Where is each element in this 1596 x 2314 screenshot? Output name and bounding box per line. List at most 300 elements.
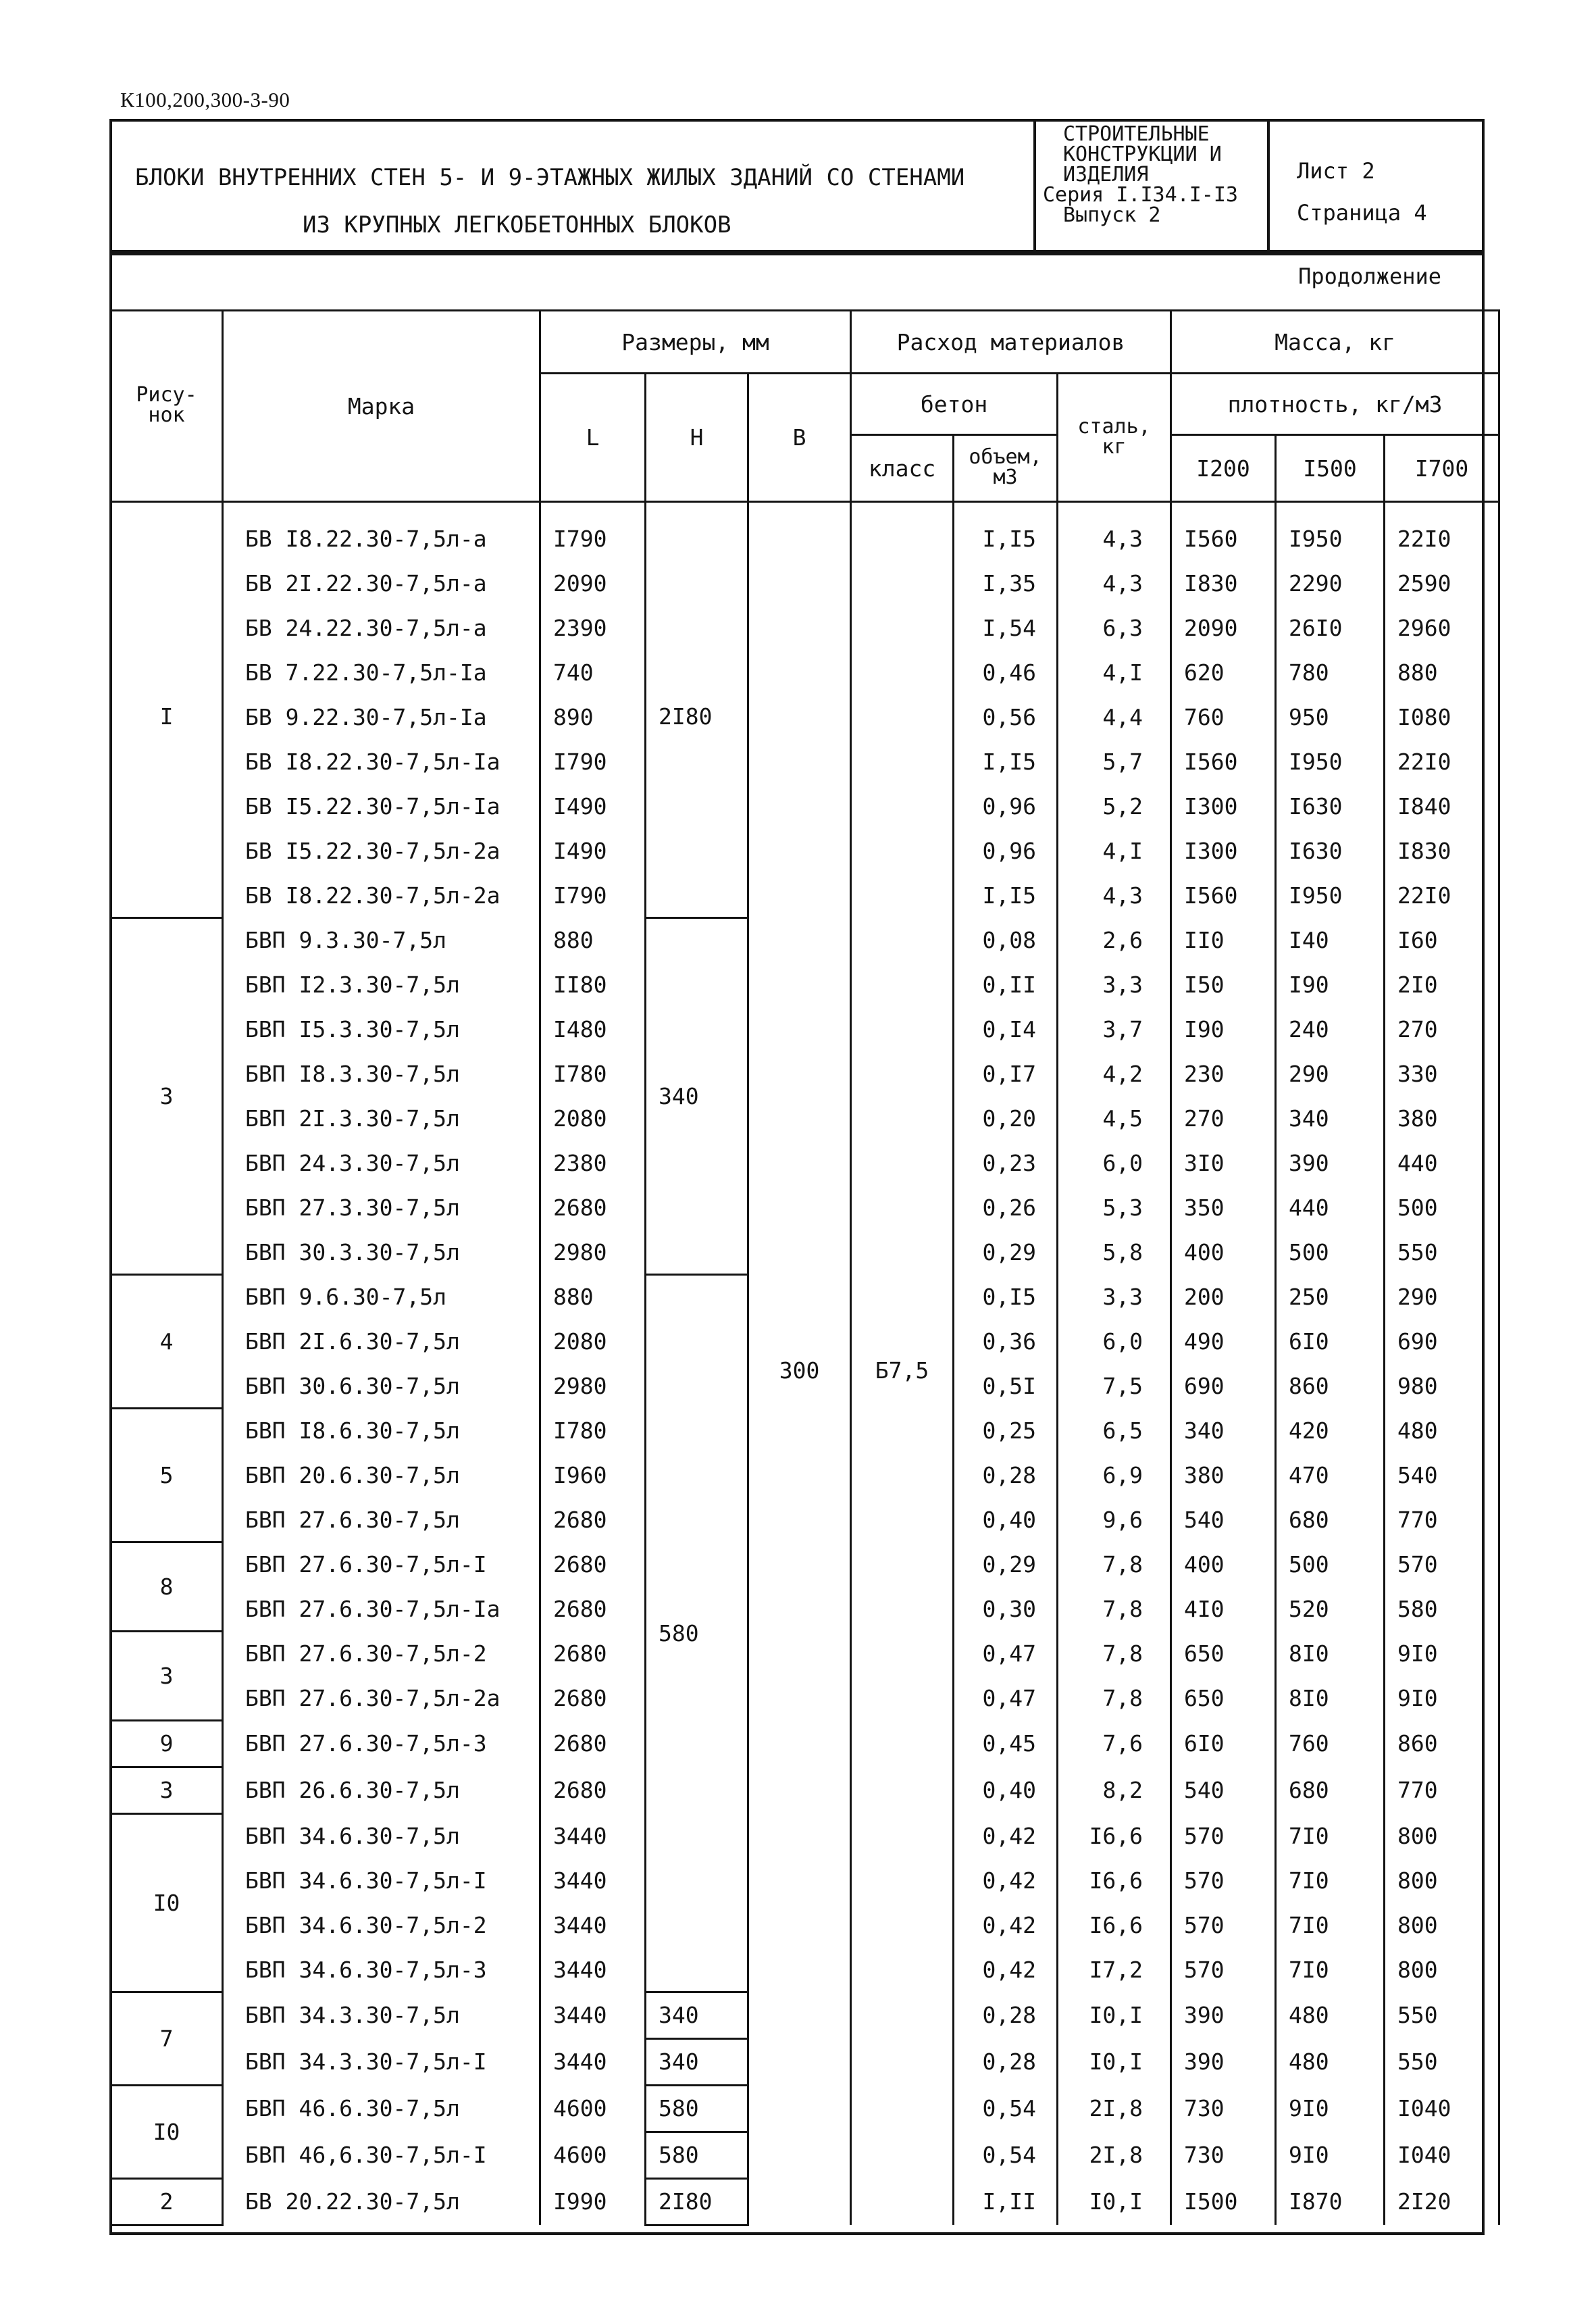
mass-1500-cell: 7I0 bbox=[1276, 1858, 1385, 1903]
figure-cell: I0 bbox=[111, 1813, 223, 1992]
mass-1200-cell: I300 bbox=[1171, 784, 1276, 828]
mark-cell: БВП 30.3.30-7,5л bbox=[223, 1230, 540, 1274]
steel-cell: 9,6 bbox=[1058, 1497, 1171, 1542]
mass-1200-cell: 650 bbox=[1171, 1631, 1276, 1676]
mass-1200-cell: 570 bbox=[1171, 1858, 1276, 1903]
length-cell: 3440 bbox=[540, 1858, 646, 1903]
figure-cell: 4 bbox=[111, 1274, 223, 1408]
mark-cell: БВ I5.22.30-7,5л-2а bbox=[223, 828, 540, 873]
mass-1500-cell: 500 bbox=[1276, 1230, 1385, 1274]
mark-cell: БВП 30.6.30-7,5л bbox=[223, 1363, 540, 1408]
mass-1500-cell: 480 bbox=[1276, 1992, 1385, 2038]
steel-cell: 3,7 bbox=[1058, 1007, 1171, 1051]
header-density: плотность, кг/м3 bbox=[1171, 374, 1499, 435]
length-cell: 2680 bbox=[540, 1676, 646, 1720]
mass-1500-cell: 480 bbox=[1276, 2038, 1385, 2085]
mass-1200-cell: 730 bbox=[1171, 2132, 1276, 2178]
steel-cell: I7,2 bbox=[1058, 1947, 1171, 1992]
title-block bbox=[109, 119, 1485, 253]
mass-1700-cell: 380 bbox=[1385, 1096, 1499, 1140]
mark-cell: БВП 27.6.30-7,5л bbox=[223, 1497, 540, 1542]
mass-1200-cell: I560 bbox=[1171, 739, 1276, 784]
mass-1500-cell: I630 bbox=[1276, 784, 1385, 828]
mass-1500-cell: 7I0 bbox=[1276, 1813, 1385, 1858]
steel-cell: 3,3 bbox=[1058, 1274, 1171, 1319]
series-line: СТРОИТЕЛЬНЫЕ bbox=[1063, 122, 1210, 146]
steel-cell: I6,6 bbox=[1058, 1903, 1171, 1947]
mass-1200-cell: 690 bbox=[1171, 1363, 1276, 1408]
mass-1500-cell: 26I0 bbox=[1276, 605, 1385, 650]
steel-cell: 5,8 bbox=[1058, 1230, 1171, 1274]
volume-cell: 0,30 bbox=[954, 1586, 1058, 1631]
mark-cell: БВП 2I.6.30-7,5л bbox=[223, 1319, 540, 1363]
mark-cell: БВП 27.3.30-7,5л bbox=[223, 1185, 540, 1230]
mass-1200-cell: 730 bbox=[1171, 2085, 1276, 2132]
mark-cell: БВП 27.6.30-7,5л-3 bbox=[223, 1720, 540, 1767]
steel-cell: 8,2 bbox=[1058, 1767, 1171, 1813]
mark-cell: БВП 20.6.30-7,5л bbox=[223, 1453, 540, 1497]
mass-1700-cell: 440 bbox=[1385, 1140, 1499, 1185]
mass-1500-cell: I40 bbox=[1276, 917, 1385, 962]
length-cell: I780 bbox=[540, 1408, 646, 1453]
height-cell: 580 bbox=[646, 2132, 748, 2178]
mark-cell: БВП I5.3.30-7,5л bbox=[223, 1007, 540, 1051]
mass-1200-cell: 4I0 bbox=[1171, 1586, 1276, 1631]
sheet-number: Лист 2 bbox=[1297, 158, 1375, 184]
steel-cell: I6,6 bbox=[1058, 1858, 1171, 1903]
mass-1500-cell: 9I0 bbox=[1276, 2085, 1385, 2132]
mass-1500-cell: 420 bbox=[1276, 1408, 1385, 1453]
mass-1500-cell: 950 bbox=[1276, 695, 1385, 739]
mass-1500-cell: 780 bbox=[1276, 650, 1385, 695]
mass-1200-cell: 390 bbox=[1171, 2038, 1276, 2085]
mass-1700-cell: 570 bbox=[1385, 1542, 1499, 1586]
mass-1700-cell: 800 bbox=[1385, 1947, 1499, 1992]
volume-cell: 0,40 bbox=[954, 1497, 1058, 1542]
steel-cell: 4,5 bbox=[1058, 1096, 1171, 1140]
sheet-info bbox=[1297, 150, 1427, 234]
height-cell: 580 bbox=[646, 2085, 748, 2132]
figure-cell: 9 bbox=[111, 1720, 223, 1767]
width-cell: 300 bbox=[748, 502, 851, 2225]
volume-cell: 0,I4 bbox=[954, 1007, 1058, 1051]
document-title-line2: ИЗ КРУПНЫХ ЛЕГКОБЕТОННЫХ БЛОКОВ bbox=[303, 211, 731, 238]
length-cell: 4600 bbox=[540, 2132, 646, 2178]
mass-1500-cell: 440 bbox=[1276, 1185, 1385, 1230]
height-cell: 2I80 bbox=[646, 502, 748, 918]
steel-cell: 2I,8 bbox=[1058, 2085, 1171, 2132]
mass-1500-cell: 390 bbox=[1276, 1140, 1385, 1185]
mass-1700-cell: 880 bbox=[1385, 650, 1499, 695]
figure-cell: I bbox=[111, 502, 223, 918]
mass-1200-cell: 350 bbox=[1171, 1185, 1276, 1230]
volume-cell: 0,29 bbox=[954, 1542, 1058, 1586]
mass-1200-cell: I50 bbox=[1171, 962, 1276, 1007]
mass-1200-cell: 400 bbox=[1171, 1542, 1276, 1586]
mass-1200-cell: 620 bbox=[1171, 650, 1276, 695]
volume-cell: 0,36 bbox=[954, 1319, 1058, 1363]
steel-cell: 6,5 bbox=[1058, 1408, 1171, 1453]
mass-1500-cell: 7I0 bbox=[1276, 1947, 1385, 1992]
series-cell bbox=[1033, 122, 1270, 250]
volume-cell: 0,96 bbox=[954, 828, 1058, 873]
header-density-1700: I700 bbox=[1385, 435, 1499, 502]
mass-1700-cell: 540 bbox=[1385, 1453, 1499, 1497]
mass-1200-cell: 570 bbox=[1171, 1903, 1276, 1947]
mass-1200-cell: 340 bbox=[1171, 1408, 1276, 1453]
figure-cell: 5 bbox=[111, 1408, 223, 1542]
mass-1200-cell: 2090 bbox=[1171, 605, 1276, 650]
volume-cell: 0,96 bbox=[954, 784, 1058, 828]
volume-cell: 0,42 bbox=[954, 1813, 1058, 1858]
figure-cell: 2 bbox=[111, 2178, 223, 2225]
table-body bbox=[111, 502, 1499, 2225]
header-dimensions: Размеры, мм bbox=[540, 311, 851, 374]
length-cell: 2680 bbox=[540, 1767, 646, 1813]
mass-1700-cell: I040 bbox=[1385, 2132, 1499, 2178]
steel-cell: 2I,8 bbox=[1058, 2132, 1171, 2178]
length-cell: 2680 bbox=[540, 1631, 646, 1676]
steel-cell: 7,8 bbox=[1058, 1542, 1171, 1586]
mark-cell: БВП I8.3.30-7,5л bbox=[223, 1051, 540, 1096]
length-cell: I960 bbox=[540, 1453, 646, 1497]
mass-1700-cell: 800 bbox=[1385, 1858, 1499, 1903]
mass-1500-cell: 470 bbox=[1276, 1453, 1385, 1497]
header-density-1500: I500 bbox=[1276, 435, 1385, 502]
volume-cell: I,54 bbox=[954, 605, 1058, 650]
series-line: КОНСТРУКЦИИ И bbox=[1063, 143, 1222, 166]
series-line: ИЗДЕЛИЯ bbox=[1063, 163, 1149, 186]
volume-cell: 0,29 bbox=[954, 1230, 1058, 1274]
mass-1500-cell: 520 bbox=[1276, 1586, 1385, 1631]
length-cell: 2080 bbox=[540, 1319, 646, 1363]
mass-1500-cell: 8I0 bbox=[1276, 1676, 1385, 1720]
figure-cell: 3 bbox=[111, 917, 223, 1274]
mass-1700-cell: 690 bbox=[1385, 1319, 1499, 1363]
mark-cell: БВ I8.22.30-7,5л-2а bbox=[223, 873, 540, 917]
mass-1500-cell: 2290 bbox=[1276, 561, 1385, 605]
mass-1500-cell: 680 bbox=[1276, 1497, 1385, 1542]
steel-cell: 5,7 bbox=[1058, 739, 1171, 784]
mass-1200-cell: 230 bbox=[1171, 1051, 1276, 1096]
document-title bbox=[135, 154, 1013, 249]
length-cell: 3440 bbox=[540, 1903, 646, 1947]
volume-cell: 0,46 bbox=[954, 650, 1058, 695]
sheet-cell bbox=[1267, 122, 1482, 250]
mark-cell: БВ 2I.22.30-7,5л-а bbox=[223, 561, 540, 605]
figure-cell: I0 bbox=[111, 2085, 223, 2178]
length-cell: 3440 bbox=[540, 1992, 646, 2038]
steel-cell: 4,3 bbox=[1058, 561, 1171, 605]
header-length: L bbox=[540, 374, 646, 502]
mass-1700-cell: 550 bbox=[1385, 1992, 1499, 2038]
volume-cell: I,I5 bbox=[954, 502, 1058, 561]
mass-1200-cell: 390 bbox=[1171, 1992, 1276, 2038]
header-mark: Марка bbox=[223, 311, 540, 502]
volume-cell: 0,54 bbox=[954, 2132, 1058, 2178]
length-cell: 2090 bbox=[540, 561, 646, 605]
length-cell: I780 bbox=[540, 1051, 646, 1096]
steel-cell: 7,5 bbox=[1058, 1363, 1171, 1408]
length-cell: I490 bbox=[540, 828, 646, 873]
mass-1700-cell: 2590 bbox=[1385, 561, 1499, 605]
steel-cell: 7,8 bbox=[1058, 1676, 1171, 1720]
mass-1200-cell: 650 bbox=[1171, 1676, 1276, 1720]
header-figure: Рису-нок bbox=[111, 311, 223, 502]
figure-cell: 3 bbox=[111, 1767, 223, 1813]
mass-1700-cell: 22I0 bbox=[1385, 739, 1499, 784]
mass-1700-cell: I840 bbox=[1385, 784, 1499, 828]
mass-1700-cell: 800 bbox=[1385, 1903, 1499, 1947]
steel-cell: 5,2 bbox=[1058, 784, 1171, 828]
mark-cell: БВП 34.3.30-7,5л-I bbox=[223, 2038, 540, 2085]
mass-1500-cell: 680 bbox=[1276, 1767, 1385, 1813]
volume-cell: 0,54 bbox=[954, 2085, 1058, 2132]
header-width: B bbox=[748, 374, 851, 502]
mark-cell: БВП I8.6.30-7,5л bbox=[223, 1408, 540, 1453]
header-density-1200: I200 bbox=[1171, 435, 1276, 502]
mark-cell: БВ 24.22.30-7,5л-а bbox=[223, 605, 540, 650]
header-volume: объем, м3 bbox=[954, 435, 1058, 502]
mark-cell: БВП 26.6.30-7,5л bbox=[223, 1767, 540, 1813]
steel-cell: 4,2 bbox=[1058, 1051, 1171, 1096]
mark-cell: БВ 20.22.30-7,5л bbox=[223, 2178, 540, 2225]
mass-1200-cell: I830 bbox=[1171, 561, 1276, 605]
volume-cell: 0,25 bbox=[954, 1408, 1058, 1453]
header-class: класс bbox=[851, 435, 954, 502]
mass-1200-cell: I300 bbox=[1171, 828, 1276, 873]
length-cell: I790 bbox=[540, 873, 646, 917]
mass-1700-cell: 480 bbox=[1385, 1408, 1499, 1453]
volume-cell: 0,42 bbox=[954, 1858, 1058, 1903]
mass-1700-cell: 2I0 bbox=[1385, 962, 1499, 1007]
header-materials: Расход материалов bbox=[851, 311, 1171, 374]
mass-1700-cell: 9I0 bbox=[1385, 1676, 1499, 1720]
height-cell: 340 bbox=[646, 917, 748, 1274]
steel-cell: I0,I bbox=[1058, 1992, 1171, 2038]
mass-1500-cell: 860 bbox=[1276, 1363, 1385, 1408]
series-number: Серия I.I34.I-I3 bbox=[1043, 183, 1238, 207]
mark-cell: БВ I8.22.30-7,5л-а bbox=[223, 502, 540, 561]
volume-cell: 0,56 bbox=[954, 695, 1058, 739]
mass-1700-cell: I080 bbox=[1385, 695, 1499, 739]
header-mass: Масса, кг bbox=[1171, 311, 1499, 374]
mass-1700-cell: 2960 bbox=[1385, 605, 1499, 650]
mass-1200-cell: 200 bbox=[1171, 1274, 1276, 1319]
volume-cell: 0,42 bbox=[954, 1903, 1058, 1947]
length-cell: 3440 bbox=[540, 1813, 646, 1858]
mass-1200-cell: I90 bbox=[1171, 1007, 1276, 1051]
mass-1700-cell: I830 bbox=[1385, 828, 1499, 873]
figure-cell: 8 bbox=[111, 1542, 223, 1631]
volume-cell: 0,47 bbox=[954, 1676, 1058, 1720]
mark-cell: БВП 2I.3.30-7,5л bbox=[223, 1096, 540, 1140]
mark-cell: БВП 34.3.30-7,5л bbox=[223, 1992, 540, 2038]
mass-1500-cell: I90 bbox=[1276, 962, 1385, 1007]
mass-1700-cell: 270 bbox=[1385, 1007, 1499, 1051]
volume-cell: 0,I5 bbox=[954, 1274, 1058, 1319]
mass-1200-cell: 570 bbox=[1171, 1947, 1276, 1992]
mark-cell: БВП 27.6.30-7,5л-2а bbox=[223, 1676, 540, 1720]
mass-1200-cell: 270 bbox=[1171, 1096, 1276, 1140]
mass-1200-cell: 6I0 bbox=[1171, 1720, 1276, 1767]
volume-cell: 0,20 bbox=[954, 1096, 1058, 1140]
mark-cell: БВ 9.22.30-7,5л-Iа bbox=[223, 695, 540, 739]
mass-1700-cell: 580 bbox=[1385, 1586, 1499, 1631]
mass-1700-cell: 770 bbox=[1385, 1497, 1499, 1542]
steel-cell: 6,9 bbox=[1058, 1453, 1171, 1497]
volume-cell: I,I5 bbox=[954, 739, 1058, 784]
title-cell bbox=[112, 122, 1036, 250]
height-cell: 340 bbox=[646, 1992, 748, 2038]
length-cell: 2980 bbox=[540, 1363, 646, 1408]
series-info bbox=[1043, 124, 1238, 226]
continuation-label: Продолжение bbox=[1298, 263, 1441, 289]
mass-1700-cell: I040 bbox=[1385, 2085, 1499, 2132]
volume-cell: 0,45 bbox=[954, 1720, 1058, 1767]
mark-cell: БВП 9.3.30-7,5л bbox=[223, 917, 540, 962]
mass-1200-cell: I560 bbox=[1171, 873, 1276, 917]
issue-number: Выпуск 2 bbox=[1063, 203, 1161, 227]
length-cell: 740 bbox=[540, 650, 646, 695]
mass-1200-cell: 400 bbox=[1171, 1230, 1276, 1274]
steel-cell: 4,4 bbox=[1058, 695, 1171, 739]
length-cell: II80 bbox=[540, 962, 646, 1007]
mass-1500-cell: 290 bbox=[1276, 1051, 1385, 1096]
mass-1700-cell: 550 bbox=[1385, 1230, 1499, 1274]
steel-cell: 7,6 bbox=[1058, 1720, 1171, 1767]
length-cell: 3440 bbox=[540, 2038, 646, 2085]
mark-cell: БВП 27.6.30-7,5л-I bbox=[223, 1542, 540, 1586]
mass-1700-cell: 330 bbox=[1385, 1051, 1499, 1096]
header-height: H bbox=[646, 374, 748, 502]
page-number: Страница 4 bbox=[1297, 200, 1427, 226]
length-cell: 4600 bbox=[540, 2085, 646, 2132]
mass-1700-cell: 860 bbox=[1385, 1720, 1499, 1767]
figure-cell: 3 bbox=[111, 1631, 223, 1720]
mark-cell: БВ I5.22.30-7,5л-Iа bbox=[223, 784, 540, 828]
volume-cell: 0,47 bbox=[954, 1631, 1058, 1676]
mass-1500-cell: I950 bbox=[1276, 502, 1385, 561]
steel-cell: I6,6 bbox=[1058, 1813, 1171, 1858]
volume-cell: 0,I7 bbox=[954, 1051, 1058, 1096]
mark-cell: БВП I2.3.30-7,5л bbox=[223, 962, 540, 1007]
mass-1700-cell: 800 bbox=[1385, 1813, 1499, 1858]
mark-cell: БВ I8.22.30-7,5л-Iа bbox=[223, 739, 540, 784]
mass-1700-cell: 290 bbox=[1385, 1274, 1499, 1319]
mark-cell: БВП 24.3.30-7,5л bbox=[223, 1140, 540, 1185]
length-cell: I790 bbox=[540, 739, 646, 784]
mass-1700-cell: 2I20 bbox=[1385, 2178, 1499, 2225]
mark-cell: БВП 46.6.30-7,5л bbox=[223, 2085, 540, 2132]
mass-1700-cell: 22I0 bbox=[1385, 502, 1499, 561]
steel-cell: 6,0 bbox=[1058, 1319, 1171, 1363]
steel-cell: 7,8 bbox=[1058, 1631, 1171, 1676]
header-steel: сталь, кг bbox=[1058, 374, 1171, 502]
class-cell: Б7,5 bbox=[851, 502, 954, 2225]
steel-cell: 6,3 bbox=[1058, 605, 1171, 650]
mark-cell: БВП 34.6.30-7,5л bbox=[223, 1813, 540, 1858]
steel-cell: 3,3 bbox=[1058, 962, 1171, 1007]
mass-1700-cell: 500 bbox=[1385, 1185, 1499, 1230]
steel-cell: I0,I bbox=[1058, 2038, 1171, 2085]
steel-cell: 5,3 bbox=[1058, 1185, 1171, 1230]
mass-1500-cell: 7I0 bbox=[1276, 1903, 1385, 1947]
length-cell: I490 bbox=[540, 784, 646, 828]
mass-1500-cell: I950 bbox=[1276, 873, 1385, 917]
volume-cell: 0,28 bbox=[954, 1992, 1058, 2038]
mark-cell: БВП 27.6.30-7,5л-Iа bbox=[223, 1586, 540, 1631]
volume-cell: 0,28 bbox=[954, 2038, 1058, 2085]
mass-1500-cell: 340 bbox=[1276, 1096, 1385, 1140]
blocks-table bbox=[109, 309, 1500, 2226]
volume-cell: 0,23 bbox=[954, 1140, 1058, 1185]
steel-cell: 4,I bbox=[1058, 828, 1171, 873]
length-cell: 2680 bbox=[540, 1497, 646, 1542]
height-cell: 340 bbox=[646, 2038, 748, 2085]
volume-cell: 0,42 bbox=[954, 1947, 1058, 1992]
volume-cell: 0,28 bbox=[954, 1453, 1058, 1497]
mass-1500-cell: 8I0 bbox=[1276, 1631, 1385, 1676]
length-cell: 2680 bbox=[540, 1720, 646, 1767]
volume-cell: I,I5 bbox=[954, 873, 1058, 917]
steel-cell: 2,6 bbox=[1058, 917, 1171, 962]
length-cell: 2680 bbox=[540, 1542, 646, 1586]
mark-cell: БВП 9.6.30-7,5л bbox=[223, 1274, 540, 1319]
mass-1500-cell: 500 bbox=[1276, 1542, 1385, 1586]
volume-cell: I,II bbox=[954, 2178, 1058, 2225]
mass-1200-cell: 3I0 bbox=[1171, 1140, 1276, 1185]
volume-cell: 0,40 bbox=[954, 1767, 1058, 1813]
length-cell: 2980 bbox=[540, 1230, 646, 1274]
length-cell: 2380 bbox=[540, 1140, 646, 1185]
steel-cell: 4,I bbox=[1058, 650, 1171, 695]
figure-cell: 7 bbox=[111, 1992, 223, 2085]
length-cell: 2080 bbox=[540, 1096, 646, 1140]
document-code: К100,200,300-3-90 bbox=[120, 88, 290, 111]
steel-cell: 7,8 bbox=[1058, 1586, 1171, 1631]
height-cell: 2I80 bbox=[646, 2178, 748, 2225]
volume-cell: 0,5I bbox=[954, 1363, 1058, 1408]
mass-1700-cell: 9I0 bbox=[1385, 1631, 1499, 1676]
mass-1200-cell: II0 bbox=[1171, 917, 1276, 962]
steel-cell: I0,I bbox=[1058, 2178, 1171, 2225]
length-cell: I990 bbox=[540, 2178, 646, 2225]
mass-1500-cell: I950 bbox=[1276, 739, 1385, 784]
mass-1700-cell: 550 bbox=[1385, 2038, 1499, 2085]
header-concrete: бетон bbox=[851, 374, 1058, 435]
mass-1200-cell: I560 bbox=[1171, 502, 1276, 561]
table-row bbox=[111, 502, 1499, 561]
mass-1500-cell: I630 bbox=[1276, 828, 1385, 873]
mass-1500-cell: 240 bbox=[1276, 1007, 1385, 1051]
mass-1500-cell: 9I0 bbox=[1276, 2132, 1385, 2178]
mass-1700-cell: 770 bbox=[1385, 1767, 1499, 1813]
length-cell: I790 bbox=[540, 502, 646, 561]
mark-cell: БВП 46,6.30-7,5л-I bbox=[223, 2132, 540, 2178]
mass-1700-cell: 980 bbox=[1385, 1363, 1499, 1408]
mass-1200-cell: 760 bbox=[1171, 695, 1276, 739]
length-cell: 890 bbox=[540, 695, 646, 739]
mass-1200-cell: 380 bbox=[1171, 1453, 1276, 1497]
mass-1200-cell: 490 bbox=[1171, 1319, 1276, 1363]
steel-cell: 4,3 bbox=[1058, 502, 1171, 561]
length-cell: 2680 bbox=[540, 1185, 646, 1230]
mass-1500-cell: 250 bbox=[1276, 1274, 1385, 1319]
mass-1500-cell: I870 bbox=[1276, 2178, 1385, 2225]
mark-cell: БВ 7.22.30-7,5л-Iа bbox=[223, 650, 540, 695]
mass-1500-cell: 6I0 bbox=[1276, 1319, 1385, 1363]
